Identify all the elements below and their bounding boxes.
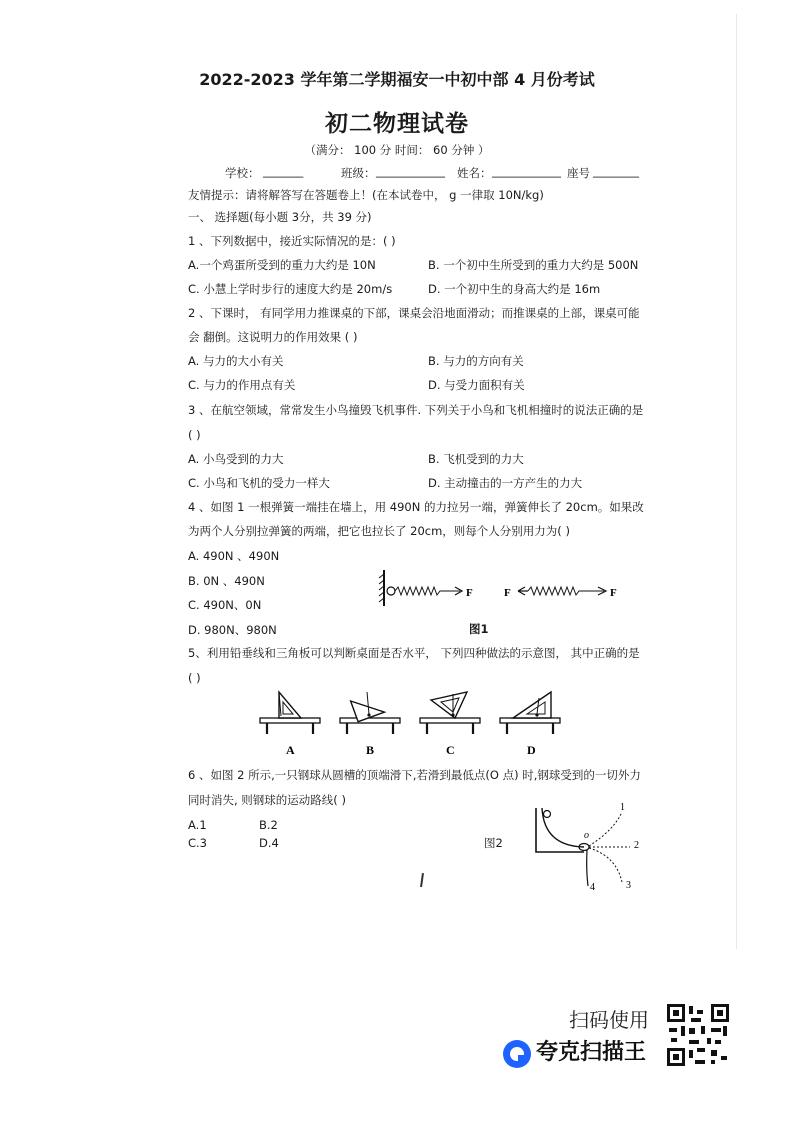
class-label: 班级： [341,166,376,180]
school-field[interactable]: _______ [263,164,304,178]
option-d-label[interactable]: D [527,743,536,757]
option-d[interactable]: D. 与受力面积有关 [428,378,525,392]
question-stem: 5、利用铅垂线和三角板可以判断桌面是否水平， 下列四种做法的示意图， 其中正确的是 [188,646,640,660]
qr-code-icon[interactable] [667,1004,729,1066]
option-a[interactable]: A. 小鸟受到的力大 [188,452,284,466]
question-stem-cont: 会 翻倒。这说明力的作用效果 ( ) [188,330,358,344]
scan-to-use-text: 扫码使用 [569,1008,649,1032]
path-label: 2 [634,840,639,851]
option-b[interactable]: B.2 [259,818,278,832]
paper-title: 初二物理试卷 [325,111,469,137]
question-stem: 4 、如图 1 一根弹簧一端挂在墙上，用 490N 的力拉另一端，弹簧伸长了 20cm。如果改 [188,500,644,514]
option-d[interactable]: D. 980N、980N [188,623,277,637]
option-c[interactable]: C. 小鸟和飞机的受力一样大 [188,476,330,490]
table-b-diagram [340,691,400,734]
path-label: 1 [620,802,625,813]
table-a-diagram [260,692,320,734]
option-c[interactable]: C.3 [188,836,208,850]
path-label: 3 [626,880,631,891]
name-label: 姓名： [457,166,492,180]
table-c-diagram [420,692,480,734]
name-field[interactable]: ____________ [492,164,561,178]
option-c[interactable]: C. 与力的作用点有关 [188,378,296,392]
option-b[interactable]: B. 飞机受到的力大 [428,452,524,466]
option-d[interactable]: D. 主动撞击的一方产生的力大 [428,476,583,490]
option-b-label[interactable]: B [366,743,375,757]
option-b[interactable]: B. 0N 、490N [188,574,265,588]
option-b[interactable]: B. 一个初中生所受到的重力大约是 500N [428,258,639,272]
option-c[interactable]: C. 490N、0N [188,598,262,612]
table-d-diagram [500,692,560,734]
option-d[interactable]: D.4 [259,836,279,850]
option-d[interactable]: D. 一个初中生的身高大约是 16m [428,282,601,296]
force-label: F [610,587,617,599]
question-stem: 2 、下课时， 有同学用力推课桌的下部，课桌会沿地面滑动；而推课桌的上部，课桌可能 [188,306,640,320]
point-o-label: o [584,830,589,841]
force-label: F [504,587,511,599]
score-time: （满分： 100 分 时间： 60 分钟 ） [304,143,490,157]
class-field[interactable]: ____________ [376,164,445,178]
question-stem-cont: 为两个人分别拉弹簧的两端，把它也拉长了 20cm，则每个人分别用力为( ) [188,524,570,538]
option-a[interactable]: A. 与力的大小有关 [188,354,284,368]
question-stem: 1 、下列数据中，接近实际情况的是：( ) [188,234,396,248]
quark-logo-icon [503,1040,531,1068]
option-b[interactable]: B. 与力的方向有关 [428,354,524,368]
school-label: 学校： [225,166,260,180]
option-a[interactable]: A. 490N 、490N [188,549,280,563]
brand-name: 夸克扫描王 [536,1040,647,1065]
figure-1-spring-diagram [378,566,628,610]
question-stem: 3 、在航空领域，常常发生小鸟撞毁飞机事件. 下列关于小鸟和飞机相撞时的说法正确的是 [188,403,644,417]
question-stem: 6 、如图 2 所示,一只钢球从圆槽的顶端滑下,若滑到最低点(O 点) 时,钢球受到的一切外力 [188,768,641,782]
option-a[interactable]: A.一个鸡蛋所受到的重力大约是 10N [188,258,376,272]
question-stem-cont: ( ) [188,671,201,685]
figure-plumb-line-options [255,686,565,758]
force-label: F [466,587,473,599]
seat-label: 座号 [567,166,590,180]
pen-mark [420,873,423,887]
exam-title: 2022-2023 学年第二学期福安一中初中部 4 月份考试 [199,70,595,89]
option-a[interactable]: A.1 [188,818,207,832]
option-c[interactable]: C. 小慧上学时步行的速度大约是 20m/s [188,282,393,296]
section-title: 一、 选择题(每小题 3分，共 39 分) [188,210,372,224]
option-c-label[interactable]: C [446,743,455,757]
question-stem-cont: ( ) [188,428,201,442]
option-a-label[interactable]: A [286,743,295,757]
scan-edge-line [736,14,737,949]
path-label: 4 [590,882,595,893]
seat-field[interactable]: ________ [593,164,639,178]
figure-2-caption: 图2 [484,836,503,850]
figure-2-trajectory-diagram [530,800,650,895]
question-stem-cont: 同时消失, 则钢球的运动路线( ) [188,793,346,807]
figure-1-caption: 图1 [469,622,489,636]
notice: 友情提示：请将解答写在答题卷上！(在本试卷中， g 一律取 10N/kg) [188,188,544,202]
